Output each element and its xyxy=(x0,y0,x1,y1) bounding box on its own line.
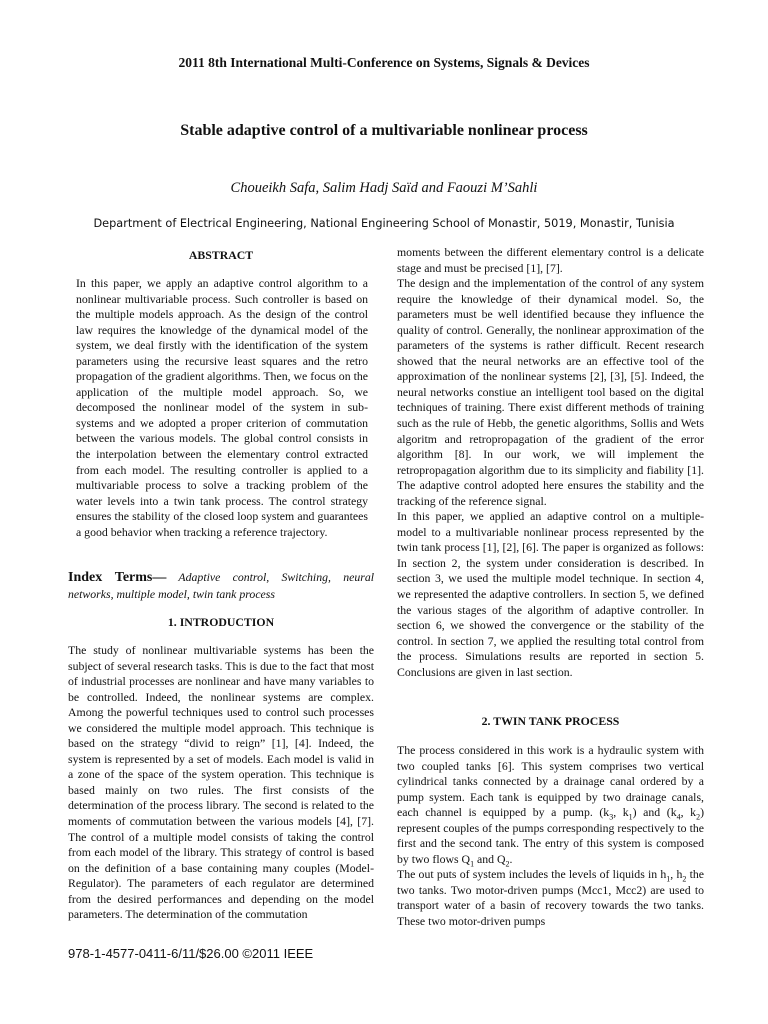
paragraph: The out puts of system includes the levels of liquids in $h_1$, $h_2$ the two tanks. Two motor-driven pumps (Mcc1, Mcc2) are used to transport water of a basin of recovery towards the two tanks. These two motor-driven pumps xyxy=(397,867,704,929)
abstract-heading: ABSTRACT xyxy=(188,248,254,262)
paper-title: Stable adaptive control of a multivariable nonlinear process xyxy=(180,122,588,139)
paragraph: In this paper, we applied an adaptive control on a multiple- model to a multivariable nonlinear process represented by the twin tank process [1], [2], [6]. The paper is organized as follows: In section 2, the system under consideration is described. In section 3, we used the multiple model technique. In section 4, we represented the adaptive controllers. In section 5, we defined the various stages of the algorithm of adaptive controller. In section 6, we showed the convergence or the stability of the control. In section 7, we applied the resulting total control from the process. Simulations results are reported in section 5. Conclusions are given in last section. xyxy=(397,509,704,679)
introduction-text xyxy=(68,643,374,923)
conference-header: 2011 8th International Multi-Conference on Systems, Signals & Devices xyxy=(178,55,590,70)
twin-tank-text xyxy=(397,743,704,930)
copyright-footer: 978-1-4577-0411-6/11/$26.00 ©2011 IEEE xyxy=(68,946,314,961)
index-terms xyxy=(68,569,374,602)
paragraph: moments between the different elementary control is a delicate stage and must be precised [1], [7]. xyxy=(397,245,704,275)
paragraph: The process considered in this work is a hydraulic system with two coupled tanks [6]. This system comprises two vertical cylindrical tanks connected by a drainage canal ordered by a pump system. Each tank is equipped by two drainage canals, each channel is equipped by a pump. ($k_3$, $k_1$) and ($k_4$, $k_2$) represent couples of the pumps corresponding respectively to the first and the second tank. The entry of this system is composed by two flows $Q_1$ and $Q_2$. xyxy=(397,743,704,869)
author-affiliation: Department of Electrical Engineering, National Engineering School of Monastir, 5019, Monastir, Tunisia xyxy=(93,217,675,230)
index-terms-keywords: Adaptive control, Switching, neural networks, multiple model, twin tank process xyxy=(68,570,374,601)
paragraph: The study of nonlinear multivariable systems has been the subject of several research tasks. This is due to the fact that most of industrial processes are nonlinear and have many variables to be controlled. Indeed, the nonlinear systems are complex. Among the powerful techniques used to control such processes we considered the multiple model approach. This technique is based on the strategy “divid to reign” [1], [4]. Indeed, the system is represented by a set of models. Each model is valid in a zone of the space of the system operation. This technique is based mainly on two rules. The first consists of the determination of the process library. The second is related to the moments of commutation between the various models [4], [7]. The control of a multiple model consists of taking the control from each model of the library. This strategy of control is based on the definition of a base containing many couples (Model-Regulator). The parameters of each regulator are determined from the desired performances and depending on the model parameters. The determination of the commutation xyxy=(68,643,374,922)
paper-authors: Choueikh Safa, Salim Hadj Saïd and Faouzi M’Sahli xyxy=(230,180,538,196)
introduction-continued xyxy=(397,245,704,680)
section-heading-twin-tank: 2. TWIN TANK PROCESS xyxy=(481,714,620,728)
section-heading-introduction: 1. INTRODUCTION xyxy=(167,615,275,629)
paragraph: The design and the implementation of the control of any system require the knowledge of their dynamical model. So, the parameters must be well identified because they influence the quality of control. Generally, the nonlinear approximation of the parameters of the systems is rather difficult. Recent research showed that the neural networks are an effective tool of the approximation of the nonlinear systems [2], [3], [5]. Indeed, the neural networks constiue an intelligent tool based on the digital techniques of training. There exist different methods of training such as the rule of Hebb, the genetic algorithms, Sollis and Wets algoritm and retropropagation of the gradient of the error algorithm [8]. In our work, we will implement the retropropagation algorithm due to its simplicity and fiability [1]. The adaptive control adopted here ensures the stability and the tracking of the reference signal. xyxy=(397,276,704,508)
index-terms-label: Index Terms— xyxy=(68,570,167,585)
abstract-text: In this paper, we apply an adaptive control algorithm to a nonlinear multivariable process. Such controller is based on the multiple models approach. As the design of the control law requires the knowledge of the dynamical model of the system, we deal firstly with the identification of the system parameters using the recursive least squares and the retro propagation of the gradient algorithms. Then, we focus on the application of the multiple model approach. So, we decomposed the nonlinear model of the system in sub-systems and we adopted a proper criterion of commutation between the various models. The global control consists in the interpolation between the elementary control extracted from each model. The resulting controller is applied to a multivariable process to solve a tracking problem of the water levels into a twin tank process. The control strategy ensures the stability of the closed loop system and guarantees a good behavior when tracking a reference trajectory. xyxy=(76,276,368,539)
